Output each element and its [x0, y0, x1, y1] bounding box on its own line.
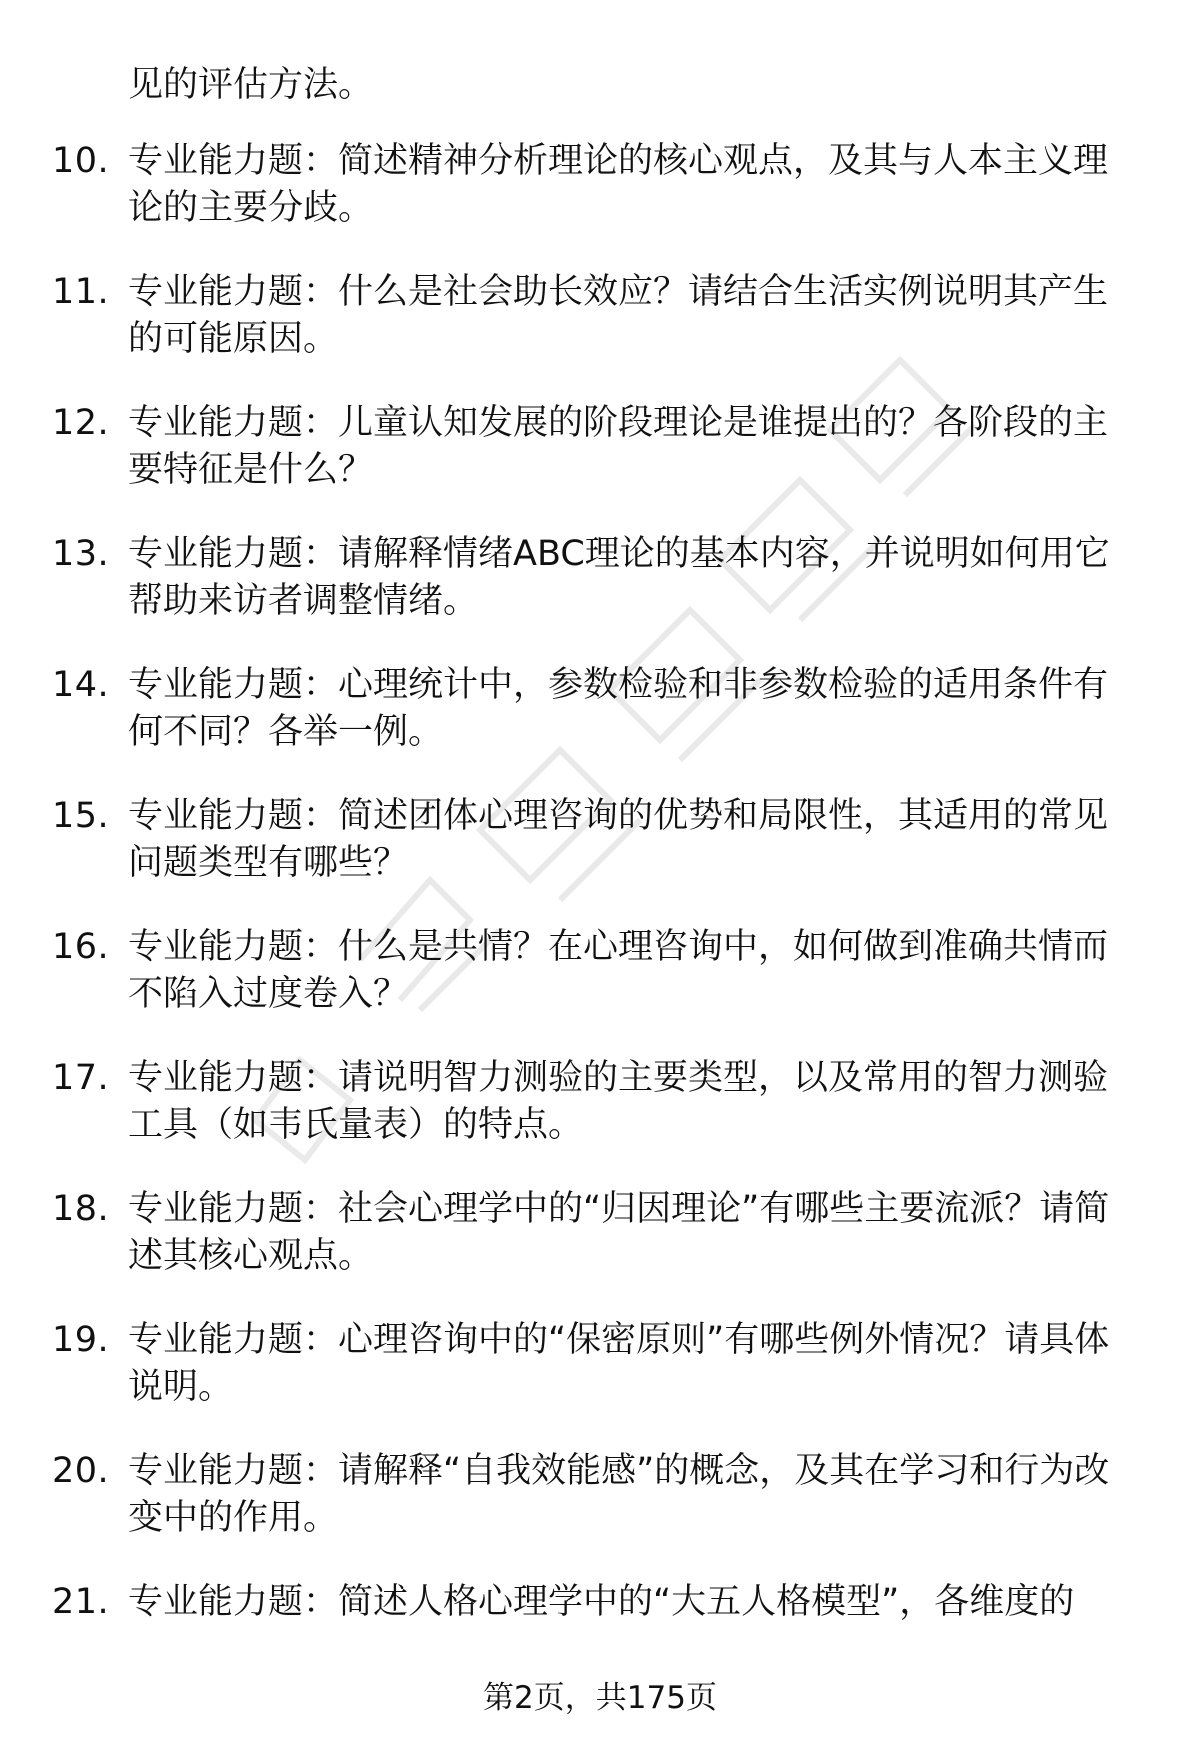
question-item — [0, 400, 1200, 531]
question-number: 18. — [52, 1189, 110, 1229]
question-number: 15. — [52, 796, 110, 836]
question-number: 21. — [52, 1582, 110, 1622]
question-number: 17. — [52, 1058, 110, 1098]
question-item — [0, 531, 1200, 662]
question-text: 专业能力题：心理咨询中的“保密原则”有哪些例外情况？请具体说明。 — [128, 1320, 1110, 1407]
question-item — [0, 1448, 1200, 1579]
question-item — [0, 269, 1200, 400]
question-item — [0, 924, 1200, 1055]
question-list — [0, 138, 1200, 1710]
question-text: 专业能力题：简述人格心理学中的“大五人格模型”，各维度的 — [128, 1582, 1075, 1622]
question-number: 16. — [52, 927, 110, 967]
continued-text: 见的评估方法。 — [128, 65, 374, 105]
question-text: 专业能力题：简述精神分析理论的核心观点，及其与人本主义理论的主要分歧。 — [128, 141, 1109, 228]
question-item — [0, 1055, 1200, 1186]
question-text: 专业能力题：请解释情绪ABC理论的基本内容，并说明如何用它帮助来访者调整情绪。 — [128, 534, 1110, 621]
question-item — [0, 138, 1200, 269]
question-number: 20. — [52, 1451, 110, 1491]
question-number: 11. — [52, 272, 110, 312]
question-text: 专业能力题：请说明智力测验的主要类型，以及常用的智力测验工具（如韦氏量表）的特点。 — [128, 1058, 1109, 1145]
question-text: 专业能力题：简述团体心理咨询的优势和局限性，其适用的常见问题类型有哪些？ — [128, 796, 1109, 883]
question-number: 12. — [52, 403, 110, 443]
question-text: 专业能力题：什么是共情？在心理咨询中，如何做到准确共情而不陷入过度卷入？ — [128, 927, 1109, 1014]
question-item — [0, 1186, 1200, 1317]
question-text: 专业能力题：社会心理学中的“归因理论”有哪些主要流派？请简述其核心观点。 — [128, 1189, 1110, 1276]
question-number: 13. — [52, 534, 110, 574]
question-item — [0, 1317, 1200, 1448]
question-number: 10. — [52, 141, 110, 181]
question-number: 14. — [52, 665, 110, 705]
question-text: 专业能力题：心理统计中，参数检验和非参数检验的适用条件有何不同？各举一例。 — [128, 665, 1109, 752]
page-footer: 第2页，共175页 — [483, 1680, 717, 1716]
question-text: 专业能力题：什么是社会助长效应？请结合生活实例说明其产生的可能原因。 — [128, 272, 1109, 359]
question-item — [0, 793, 1200, 924]
question-number: 19. — [52, 1320, 110, 1360]
question-text: 专业能力题：请解释“自我效能感”的概念，及其在学习和行为改变中的作用。 — [128, 1451, 1110, 1538]
question-text: 专业能力题：儿童认知发展的阶段理论是谁提出的？各阶段的主要特征是什么？ — [128, 403, 1109, 490]
question-item — [0, 662, 1200, 793]
